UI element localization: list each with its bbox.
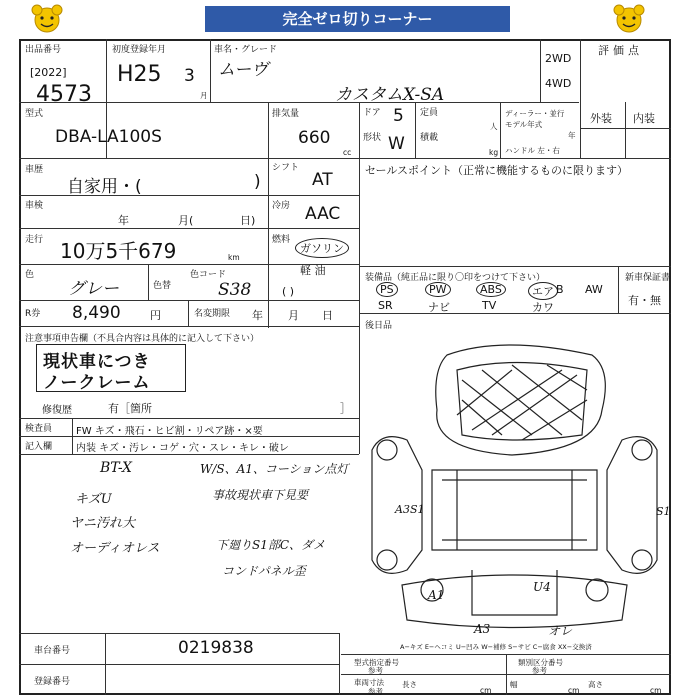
chassis-number: 0219838 [178, 638, 254, 658]
col-divider [210, 39, 211, 102]
recycle-value: 8,490 [72, 303, 121, 323]
remark-right-3: 下廻りS1部C、ダメ [216, 538, 326, 552]
equip-pw: PW [425, 282, 451, 297]
dims-width-unit: cm [568, 686, 580, 695]
shift-value: AT [312, 170, 333, 190]
fuel-gasoline: ガソリン [295, 238, 349, 258]
name-change-label: 名変期限 [194, 309, 231, 319]
repair-value: 有［箇所 [108, 402, 152, 415]
equip-b: B [556, 283, 564, 296]
row-divider [19, 418, 359, 419]
mark-right: S1 [656, 505, 671, 518]
fuel-label: 燃料 [272, 235, 291, 245]
displacement-unit: cc [343, 148, 352, 157]
history-value: 自家用・( [67, 177, 142, 197]
color-label: 色 [25, 270, 35, 280]
displacement-value: 660 [298, 128, 331, 148]
car-name-label: 車名・グレード [214, 45, 278, 55]
bear-mascot-icon-right [612, 4, 646, 34]
chassis-label: 車台番号 [34, 646, 71, 656]
col-divider [359, 102, 360, 454]
load-label: 積載 [420, 133, 439, 143]
fuel-diesel: 軽 油 [300, 264, 326, 277]
row-divider [19, 228, 359, 229]
recycle-unit: 円 [150, 309, 161, 322]
col-divider [415, 102, 416, 158]
interior-label: 内装 [633, 112, 655, 125]
inspection-label: 車検 [25, 201, 44, 211]
equip-aircon: エア [528, 282, 558, 300]
doors-label: ドア [363, 108, 381, 118]
reg-number-label: 登録番号 [34, 677, 71, 687]
history-close: ) [254, 172, 261, 192]
remark-right-2: 事故現状車下見要 [212, 488, 309, 502]
dims-length: 長さ [402, 680, 417, 689]
shape-value: W [388, 134, 405, 154]
row-divider [359, 266, 671, 267]
remark-left-1: BT-X [100, 460, 133, 476]
row-divider [19, 326, 359, 327]
repair-close: ］ [340, 402, 351, 415]
type-designation-ref: 参考 [368, 666, 383, 675]
first-reg-era: H25 [117, 62, 162, 87]
shift-label: シフト [272, 163, 300, 173]
col-divider [148, 264, 149, 300]
row-divider [19, 664, 339, 665]
warranty-label: 新車保証書 [625, 273, 671, 283]
displacement-label: 排気量 [272, 109, 300, 119]
remark-right-1: W/S、A1、コーション点灯 [200, 462, 349, 476]
warranty-value: 有・無 [628, 294, 661, 307]
mark-rear: オレ [548, 624, 573, 638]
model-year-label: モデル年式 [505, 120, 543, 129]
col-divider [339, 633, 340, 695]
color-value: グレー [68, 279, 119, 299]
capacity-unit: 人 [490, 122, 498, 131]
equip-abs: ABS [476, 282, 506, 297]
remark-left-2: キズU [75, 492, 112, 507]
score-label: 評価点 [598, 44, 643, 57]
mileage-unit: km [228, 253, 240, 262]
remark-right-4: コンドパネル歪 [222, 564, 306, 578]
type-designation-label: 型式指定番号 [354, 658, 399, 667]
dims-length-unit: cm [480, 686, 492, 695]
repair-label: 修復歴 [42, 405, 72, 416]
class-number-label: 類別区分番号 [518, 658, 563, 667]
dims-height: 高さ [588, 680, 603, 689]
name-change-day: 日 [322, 309, 333, 322]
stamp-line1: 現状車につき [43, 352, 151, 372]
col-divider [540, 39, 541, 102]
history-label: 車歴 [25, 165, 44, 175]
first-reg-month: 3 [184, 66, 195, 86]
rear-items-label: 後日品 [365, 321, 393, 331]
equip-aw: AW [585, 283, 603, 296]
capacity-label: 定員 [420, 108, 439, 118]
col-divider [72, 418, 73, 454]
lot-year: [2022] [30, 66, 67, 79]
inspector-label-2: 記入欄 [25, 442, 53, 452]
inspector-row-fw: FW キズ・飛石・ヒビ割・リペア跡・×要 [76, 426, 263, 437]
equip-ps: PS [376, 282, 398, 297]
ac-value: AAC [305, 204, 341, 224]
col-divider [500, 102, 501, 158]
shape-label: 形状 [363, 133, 382, 143]
damage-legend: A−キズ E−ヘコミ U−凹み W−補修 S−サビ C−腐食 XX−交換済 [400, 643, 592, 651]
color-code: S38 [218, 280, 252, 300]
lot-number: 4573 [36, 82, 92, 107]
recycle-label: R券 [25, 309, 41, 319]
row-divider [19, 454, 359, 455]
col-divider [506, 654, 507, 695]
remark-left-4: オーディオレス [70, 541, 160, 556]
car-name: ムーヴ [218, 60, 269, 80]
col-divider [105, 633, 106, 695]
car-grade: カスタムX-SA [335, 85, 445, 105]
name-change-month: 月 [288, 309, 299, 322]
mileage-label: 走行 [25, 235, 44, 245]
equip-leather: カワ [532, 301, 554, 314]
stamp-box [36, 344, 186, 392]
row-divider [19, 158, 671, 159]
dims-height-unit: cm [650, 686, 662, 695]
exterior-label: 外装 [590, 112, 612, 125]
equip-tv: TV [482, 299, 497, 312]
row-divider [359, 313, 671, 314]
mark-bottom: A3 [474, 622, 491, 636]
color-change-label: 色替 [153, 281, 172, 291]
first-reg-label: 初度登録年月 [112, 45, 167, 55]
col-divider [618, 266, 619, 313]
notes-label: 注意事項申告欄（不具合内容は具体的に記入して下さい） [25, 334, 260, 344]
stamp-line2: ノークレーム [43, 373, 151, 393]
car-damage-diagram [362, 340, 667, 640]
mark-front-left: A1 [428, 588, 445, 602]
name-change-year: 年 [252, 309, 263, 322]
row-divider [19, 300, 359, 301]
equip-navi: ナビ [428, 301, 450, 314]
equip-sr: SR [378, 299, 393, 312]
inspector-label: 検査員 [25, 424, 53, 434]
first-reg-month-unit: 月 [200, 91, 208, 100]
col-divider [268, 102, 269, 328]
inspection-day: 日) [240, 214, 256, 227]
mark-left: A3S1 [395, 503, 425, 516]
load-unit: kg [489, 148, 499, 157]
header [0, 0, 700, 38]
bear-mascot-icon-left [30, 4, 64, 34]
col-divider [188, 300, 189, 326]
model-value: DBA-LA100S [55, 127, 162, 147]
dims-width: 幅 [510, 680, 518, 689]
fuel-other: ( ) [282, 285, 295, 298]
ac-label: 冷房 [272, 201, 291, 211]
col-divider [580, 39, 581, 158]
lot-label: 出品番号 [25, 45, 62, 55]
dealer-label: ディーラー・並行 [505, 109, 565, 118]
doors-value: 5 [393, 106, 404, 126]
col-divider [625, 102, 626, 158]
inspection-month: 月( [178, 214, 194, 227]
dims-label: 車両寸法 [354, 678, 384, 687]
inspector-row-interior: 内装 キズ・汚レ・コゲ・穴・スレ・キレ・破レ [76, 443, 289, 454]
mileage-value: 10万5千679 [60, 239, 177, 263]
equipment-label: 装備品（純正品に限り〇印をつけて下さい） [365, 273, 546, 283]
row-divider [19, 633, 339, 634]
dims-ref: 参考 [368, 687, 383, 696]
model-label: 型式 [25, 109, 44, 119]
class-number-ref: 参考 [532, 666, 547, 675]
color-code-label: 色コード [190, 270, 227, 280]
model-year-unit: 年 [568, 131, 576, 140]
page-title: 完全ゼロ切りコーナー [205, 6, 510, 32]
drive-4wd: 4WD [545, 77, 572, 90]
remark-left-3: ヤニ汚れ大 [70, 516, 136, 531]
inspection-year: 年 [118, 214, 129, 227]
drive-2wd: 2WD [545, 52, 572, 65]
row-divider [19, 102, 579, 103]
mark-front: U4 [533, 580, 551, 594]
sales-points-label: セールスポイント（正常に機能するものに限ります） [365, 164, 629, 177]
handle-label: ハンドル 左・右 [505, 146, 560, 155]
